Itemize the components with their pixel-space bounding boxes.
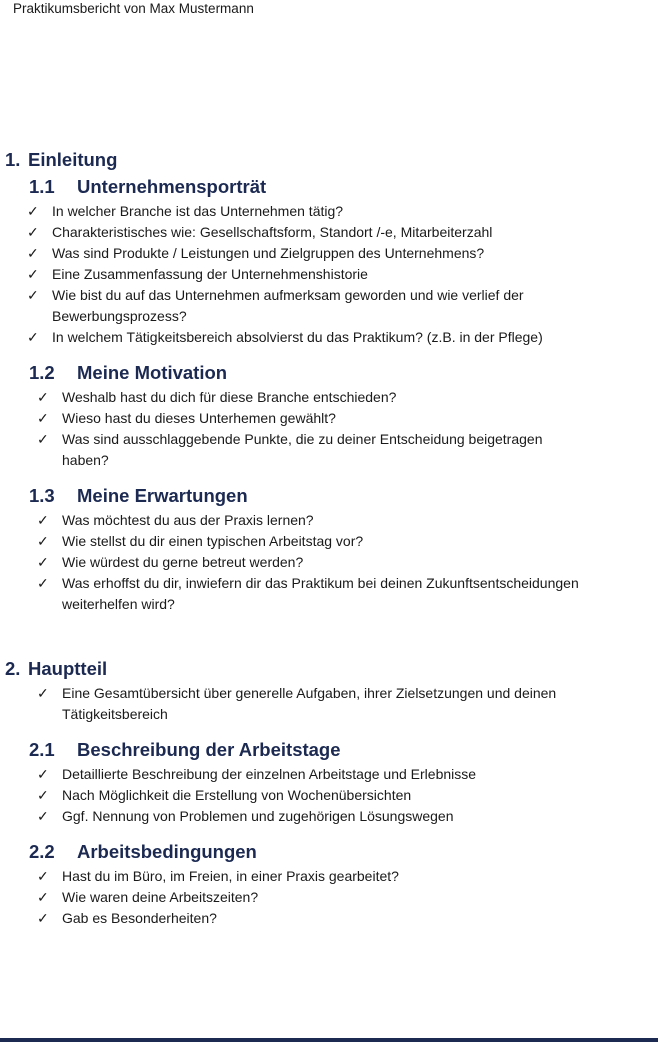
checkmark-icon: ✓	[37, 512, 49, 528]
heading-subsection-1-2	[0, 361, 658, 385]
heading-number: 2.	[5, 658, 21, 679]
heading-title: Unternehmensporträt	[77, 176, 267, 197]
heading-number: 1.1	[29, 176, 55, 197]
heading-title: Meine Erwartungen	[77, 485, 248, 506]
heading-title: Beschreibung der Arbeitstage	[77, 739, 341, 760]
checkmark-icon: ✓	[27, 203, 39, 219]
checkmark-icon: ✓	[37, 554, 49, 570]
checklist-2-intro	[0, 683, 658, 725]
list-item: ✓ Hast du im Büro, im Freien, in einer Praxis gearbeitet?	[0, 866, 658, 887]
checkmark-icon: ✓	[37, 787, 49, 803]
list-item: ✓ Nach Möglichkeit die Erstellung von Wochenübersichten	[0, 785, 658, 806]
heading-section-1	[0, 148, 658, 174]
running-header: Praktikumsbericht von Max Mustermann	[13, 1, 254, 16]
footer-rule	[0, 1038, 658, 1042]
list-item: ✓ Eine Zusammenfassung der Unternehmenshistorie	[0, 264, 658, 285]
heading-title: Meine Motivation	[77, 362, 228, 383]
heading-number: 2.1	[29, 739, 55, 760]
list-item: ✓ Gab es Besonderheiten?	[0, 908, 658, 929]
list-item: ✓ Ggf. Nennung von Problemen und zugehörigen Lösungswegen	[0, 806, 658, 827]
heading-title: Einleitung	[28, 149, 118, 170]
checkmark-icon: ✓	[27, 287, 39, 303]
checkmark-icon: ✓	[37, 808, 49, 824]
checklist-1-1	[0, 201, 658, 348]
list-item: ✓ Weshalb hast du dich für diese Branche entschieden?	[0, 387, 658, 408]
checkmark-icon: ✓	[27, 329, 39, 345]
checkmark-icon: ✓	[37, 575, 49, 591]
checkmark-icon: ✓	[37, 889, 49, 905]
heading-subsection-2-2	[0, 840, 658, 864]
checklist-2-2	[0, 866, 658, 929]
heading-number: 1.	[5, 149, 21, 170]
checklist-1-2	[0, 387, 658, 471]
checkmark-icon: ✓	[37, 410, 49, 426]
heading-number: 1.3	[29, 485, 55, 506]
checkmark-icon: ✓	[37, 533, 49, 549]
checkmark-icon: ✓	[37, 910, 49, 926]
document-body	[0, 148, 658, 929]
checkmark-icon: ✓	[37, 766, 49, 782]
checkmark-icon: ✓	[27, 266, 39, 282]
checkmark-icon: ✓	[37, 431, 49, 447]
checkmark-icon: ✓	[37, 389, 49, 405]
checklist-1-3	[0, 510, 658, 615]
list-item: ✓ Was sind Produkte / Leistungen und Zielgruppen des Unternehmens?	[0, 243, 658, 264]
heading-title: Hauptteil	[28, 658, 108, 679]
checkmark-icon: ✓	[37, 685, 49, 701]
list-item: ✓ In welchem Tätigkeitsbereich absolvierst du das Praktikum? (z.B. in der Pflege)	[0, 327, 658, 348]
checkmark-icon: ✓	[27, 245, 39, 261]
list-item: ✓ Eine Gesamtübersicht über generelle Aufgaben, ihrer Zielsetzungen und deinen Tätigkeitsbereich	[37, 685, 557, 722]
list-item: ✓ In welcher Branche ist das Unternehmen tätig?	[0, 201, 658, 222]
heading-number: 1.2	[29, 362, 55, 383]
list-item: ✓ Wie würdest du gerne betreut werden?	[0, 552, 658, 573]
list-item: ✓ Wie bist du auf das Unternehmen aufmerksam geworden und wie verlief der Bewerbungsprozess?	[27, 287, 524, 324]
list-item: ✓ Detaillierte Beschreibung der einzelnen Arbeitstage und Erlebnisse	[0, 764, 658, 785]
heading-section-2	[0, 657, 658, 683]
heading-subsection-1-3	[0, 484, 658, 508]
list-item: ✓ Was sind ausschlaggebende Punkte, die zu deiner Entscheidung beigetragen haben?	[37, 431, 543, 468]
checklist-2-1	[0, 764, 658, 827]
checkmark-icon: ✓	[27, 224, 39, 240]
checkmark-icon: ✓	[37, 868, 49, 884]
list-item: ✓ Wieso hast du dieses Unterhemen gewählt?	[0, 408, 658, 429]
list-item: ✓ Charakteristisches wie: Gesellschaftsform, Standort /-e, Mitarbeiterzahl	[0, 222, 658, 243]
heading-number: 2.2	[29, 841, 55, 862]
list-item: ✓ Was möchtest du aus der Praxis lernen?	[0, 510, 658, 531]
list-item: ✓ Was erhoffst du dir, inwiefern dir das Praktikum bei deinen Zukunftsentscheidungen weiterhelfen wird?	[37, 575, 579, 612]
list-item: ✓ Wie waren deine Arbeitszeiten?	[0, 887, 658, 908]
heading-title: Arbeitsbedingungen	[77, 841, 257, 862]
heading-subsection-2-1	[0, 738, 658, 762]
heading-subsection-1-1	[0, 175, 658, 199]
list-item: ✓ Wie stellst du dir einen typischen Arbeitstag vor?	[0, 531, 658, 552]
